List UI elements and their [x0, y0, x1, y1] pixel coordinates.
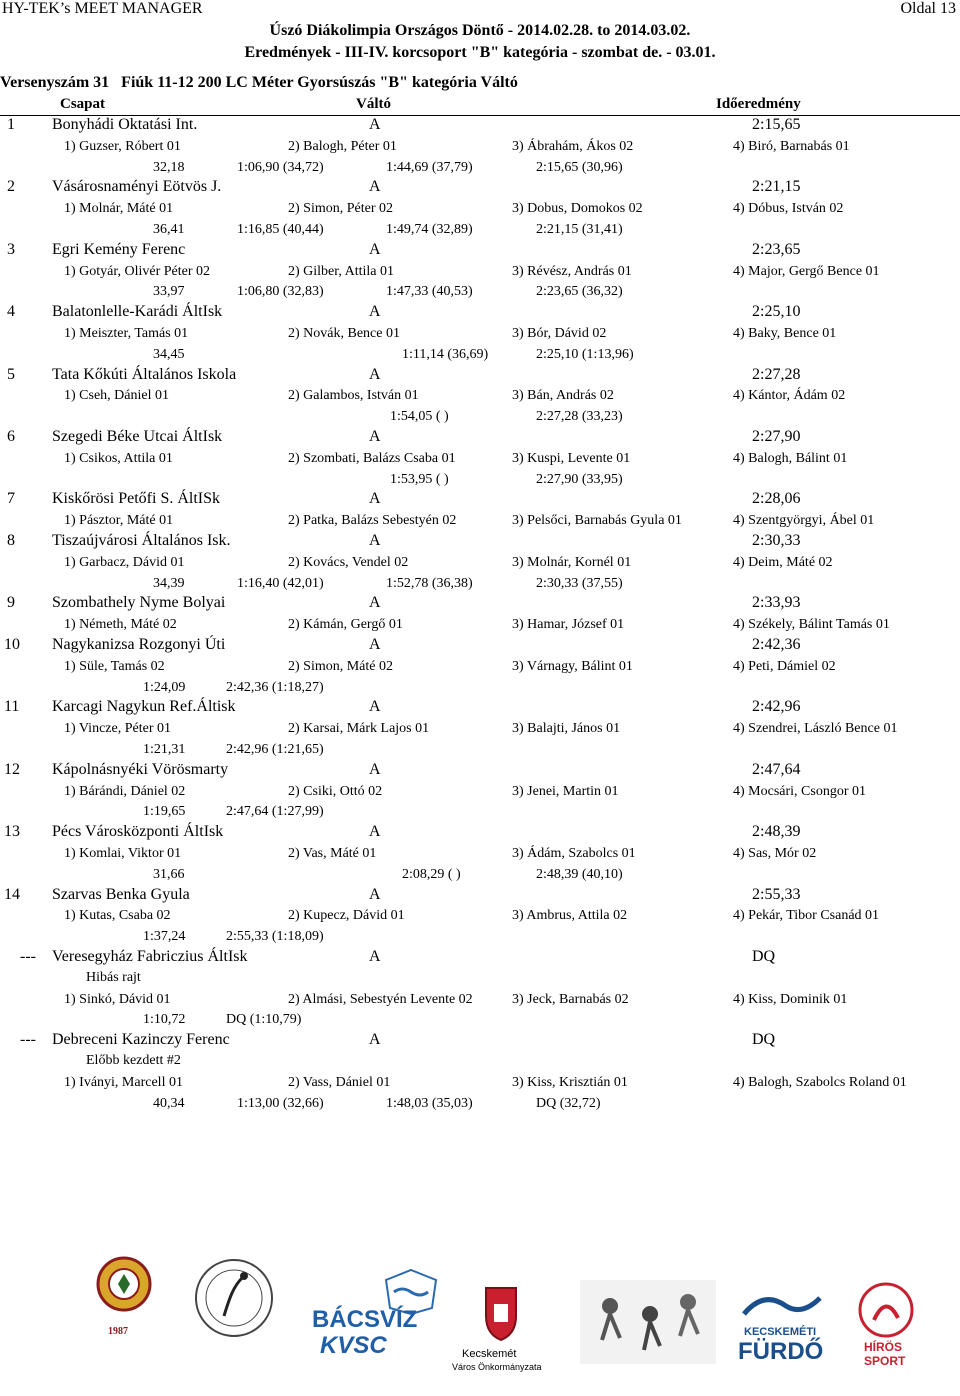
swimmer-name: 2) Gilber, Attila 01 — [288, 263, 394, 279]
result-time: 2:15,65 — [752, 116, 801, 133]
swimmer-name: 1) Cseh, Dániel 01 — [64, 388, 169, 404]
result-time: DQ — [752, 1031, 776, 1049]
swimmer-name: 3) Jenei, Martin 01 — [512, 783, 619, 799]
column-header-relay: Váltó — [356, 96, 391, 112]
swimmer-name: 1) Csikos, Attila 01 — [64, 450, 173, 466]
split-time: 1:19,65 — [143, 804, 186, 820]
swimmer-name: 3) Ádám, Szabolcs 01 — [512, 846, 636, 861]
event-title: Versenyszám 31 Fiúk 11-12 200 LC Méter Gyorsúszás "B" kategória Váltó — [0, 74, 518, 91]
relay-letter: A — [369, 885, 381, 903]
split-time: 1:21,31 — [143, 742, 186, 757]
result-place: 12 — [4, 760, 20, 778]
split-time: 1:11,14 (36,69) — [402, 346, 489, 362]
split-time: 1:44,69 (37,79) — [386, 159, 473, 175]
swimmer-name: 1) Komlai, Viktor 01 — [64, 846, 182, 861]
page-number: Oldal 13 — [900, 0, 956, 17]
relay-letter: A — [369, 760, 381, 778]
swimmer-name: 3) Kuspi, Levente 01 — [512, 450, 631, 466]
split-time: 2:27,28 (33,23) — [536, 409, 623, 425]
swimmer-name: 2) Karsai, Márk Lajos 01 — [288, 721, 430, 737]
team-name: Kápolnásnyéki Vörösmarty — [52, 760, 229, 778]
swimmer-name: 2) Szombati, Balázs Csaba 01 — [288, 450, 456, 466]
swimmer-name: 1) Németh, Máté 02 — [64, 617, 177, 633]
result-time: DQ — [752, 948, 776, 965]
split-time: 31,66 — [153, 866, 185, 882]
swimmer-name: 3) Balajti, János 01 — [512, 721, 621, 737]
result-time: 2:33,93 — [752, 594, 801, 612]
split-time: 2:48,39 (40,10) — [536, 866, 623, 882]
emblem-year: 1987 — [108, 1326, 128, 1337]
split-time: DQ (1:10,79) — [226, 1012, 302, 1028]
swimmer-name: 3) Dobus, Domokos 02 — [512, 201, 643, 217]
result-time: 2:42,36 — [752, 636, 801, 653]
meet-title: Úszó Diákolimpia Országos Döntő - 2014.02.28. to 2014.03.02. — [269, 22, 691, 39]
split-time: 1:10,72 — [143, 1012, 186, 1028]
swimmer-name: 3) Ábrahám, Ákos 02 — [512, 138, 634, 154]
split-time: 33,97 — [153, 284, 185, 300]
split-time: 1:16,85 (40,44) — [237, 222, 324, 237]
result-place: 14 — [4, 885, 20, 903]
swimmer-name: 1) Sinkó, Dávid 01 — [64, 991, 171, 1007]
split-time: 1:48,03 (35,03) — [386, 1095, 473, 1111]
team-name: Vásárosnaményi Eötvös J. — [52, 178, 222, 196]
team-name: Bonyhádi Oktatási Int. — [52, 116, 198, 133]
team-name: Balatonlelle-Karádi ÁltIsk — [52, 303, 223, 321]
swimmer-name: 1) Molnár, Máté 01 — [64, 201, 174, 217]
split-time: 2:15,65 (30,96) — [536, 159, 623, 175]
result-place: 1 — [7, 116, 15, 133]
split-time: 1:37,24 — [143, 929, 186, 945]
relay-letter: A — [369, 948, 381, 965]
result-place: --- — [20, 948, 36, 965]
swimmer-name: 2) Kámán, Gergő 01 — [288, 617, 403, 633]
result-time: 2:55,33 — [752, 885, 801, 903]
swimmer-name: 1) Vincze, Péter 01 — [64, 721, 171, 737]
relay-letter: A — [369, 240, 381, 258]
swimmer-name: 4) Székely, Bálint Tamás 01 — [733, 617, 890, 633]
team-name: Szegedi Béke Utcai ÁltIsk — [52, 428, 223, 445]
relay-letter: A — [369, 490, 381, 508]
result-place: --- — [20, 1031, 36, 1049]
relay-letter: A — [369, 532, 381, 549]
split-time: 2:47,64 (1:27,99) — [226, 804, 324, 820]
split-time: 1:24,09 — [143, 679, 186, 695]
relay-letter: A — [369, 636, 381, 653]
furdo-logo-text: FÜRDŐ — [738, 1338, 824, 1365]
team-name: Nagykanizsa Rozgonyi Úti — [52, 636, 226, 653]
swimmer-name: 4) Kántor, Ádám 02 — [733, 388, 846, 404]
swimmer-name: 1) Meiszter, Tamás 01 — [64, 326, 189, 341]
results-line: Eredmények - III-IV. korcsoport "B" kategória - szombat de. - 03.01. — [244, 44, 716, 61]
team-name: Szarvas Benka Gyula — [52, 885, 190, 903]
swimmer-name: 2) Kupecz, Dávid 01 — [288, 908, 405, 924]
split-time: 34,39 — [153, 575, 185, 591]
result-place: 10 — [4, 636, 20, 653]
bacsviz-logo-text: BÁCSVÍZ — [312, 1306, 418, 1333]
result-time: 2:25,10 — [752, 303, 801, 321]
result-time: 2:21,15 — [752, 178, 801, 196]
swimmer-name: 3) Molnár, Kornél 01 — [512, 554, 632, 570]
swimmer-name: 4) Peti, Dámiel 02 — [733, 658, 836, 674]
swimmer-name: 3) Hamar, József 01 — [512, 617, 625, 633]
swimmer-name: 4) Sas, Mór 02 — [733, 846, 817, 861]
split-time: 2:21,15 (31,41) — [536, 222, 623, 237]
relay-letter: A — [369, 428, 381, 445]
swimmer-name: 1) Süle, Tamás 02 — [64, 658, 165, 674]
swimmer-name: 3) Jeck, Barnabás 02 — [512, 991, 629, 1007]
swimmer-name: 2) Patka, Balázs Sebestyén 02 — [288, 513, 457, 529]
swimmer-name: 1) Bárándi, Dániel 02 — [64, 783, 186, 799]
result-time: 2:23,65 — [752, 240, 801, 258]
team-name: Veresegyház Fabriczius ÁltIsk — [52, 948, 248, 965]
swimmer-name: 2) Csiki, Ottó 02 — [288, 783, 383, 799]
result-place: 2 — [7, 178, 15, 196]
swimmer-name: 3) Bán, András 02 — [512, 388, 614, 404]
split-time: 2:55,33 (1:18,09) — [226, 929, 324, 945]
swimmer-name: 4) Baky, Bence 01 — [733, 326, 837, 341]
split-time: 2:30,33 (37,55) — [536, 575, 623, 591]
split-time: 2:27,90 (33,95) — [536, 471, 623, 487]
result-time: 2:27,90 — [752, 428, 801, 445]
sponsor-logos — [0, 1252, 960, 1396]
kecskemet-subtitle: Város Önkormányzata — [452, 1362, 542, 1372]
team-name: Szombathely Nyme Bolyai — [52, 594, 226, 612]
swimmers-photo — [580, 1280, 716, 1364]
split-time: 36,41 — [153, 222, 185, 237]
swimmer-name: 2) Simon, Péter 02 — [288, 201, 393, 217]
column-header-time: Időeredmény — [716, 96, 801, 112]
kecskemet-crest-logo — [482, 1282, 520, 1342]
relay-letter: A — [369, 365, 381, 383]
team-name: Tata Kőkúti Általános Iskola — [52, 365, 237, 383]
relay-letter: A — [369, 178, 381, 196]
split-time: 2:25,10 (1:13,96) — [536, 346, 634, 362]
result-place: 11 — [4, 698, 20, 716]
kecskemet-name: Kecskemét — [462, 1348, 517, 1360]
swimmer-name: 2) Vas, Máté 01 — [288, 846, 377, 861]
split-time: 32,18 — [153, 159, 185, 175]
swimmer-name: 1) Kutas, Csaba 02 — [64, 908, 171, 924]
result-place: 8 — [7, 532, 15, 549]
team-name: Karcagi Nagykun Ref.Áltisk — [52, 698, 236, 716]
split-time: 1:47,33 (40,53) — [386, 284, 473, 300]
furdo-wave-icon — [736, 1284, 826, 1324]
split-time: 1:49,74 (32,89) — [386, 222, 473, 237]
swimmer-name: 1) Pásztor, Máté 01 — [64, 513, 174, 529]
split-time: 1:52,78 (36,38) — [386, 575, 473, 591]
result-note: Hibás rajt — [86, 969, 141, 985]
team-name: Kiskőrösi Petőfi S. ÁltISk — [52, 490, 221, 508]
result-time: 2:42,96 — [752, 698, 801, 716]
split-time: 1:06,80 (32,83) — [237, 284, 324, 300]
result-time: 2:30,33 — [752, 532, 801, 549]
swimmer-name: 4) Mocsári, Csongor 01 — [733, 783, 866, 799]
result-note: Előbb kezdett #2 — [86, 1053, 181, 1068]
diaksport-tanacs-logo — [190, 1256, 278, 1340]
relay-letter: A — [369, 303, 381, 321]
swimmer-name: 2) Vass, Dániel 01 — [288, 1074, 391, 1090]
swimmer-name: 3) Várnagy, Bálint 01 — [512, 658, 633, 674]
swimmer-name: 1) Guzser, Róbert 01 — [64, 138, 181, 154]
relay-letter: A — [369, 594, 381, 612]
swimmer-name: 2) Almási, Sebestyén Levente 02 — [288, 991, 473, 1007]
relay-letter: A — [369, 116, 381, 133]
swimmer-name: 4) Szendrei, László Bence 01 — [733, 721, 898, 737]
relay-letter: A — [369, 823, 381, 841]
swimmer-name: 3) Bór, Dávid 02 — [512, 326, 607, 341]
furdo-subtitle: KECSKEMÉTI — [744, 1326, 817, 1338]
swimmer-name: 4) Kiss, Dominik 01 — [733, 991, 848, 1007]
hiros-logo-text-1: HÍRÖS — [864, 1340, 903, 1354]
kvsc-logo-text: KVSC — [320, 1332, 387, 1359]
split-time: 1:13,00 (32,66) — [237, 1095, 324, 1111]
swimmer-name: 2) Novák, Bence 01 — [288, 326, 400, 341]
swimmer-name: 3) Ambrus, Attila 02 — [512, 908, 628, 924]
result-place: 9 — [7, 594, 15, 612]
split-time: 2:23,65 (36,32) — [536, 284, 623, 300]
split-time: 1:06,90 (34,72) — [237, 159, 324, 175]
swimmer-name: 4) Dóbus, István 02 — [733, 201, 844, 217]
team-name: Pécs Városközponti ÁltIsk — [52, 823, 224, 841]
result-time: 2:47,64 — [752, 760, 801, 778]
swimmer-name: 4) Major, Gergő Bence 01 — [733, 263, 880, 279]
split-time: 40,34 — [153, 1095, 185, 1111]
split-time: 1:54,05 ( ) — [390, 409, 449, 425]
result-place: 5 — [7, 365, 15, 383]
swimmer-name: 4) Szentgyörgyi, Ábel 01 — [733, 513, 875, 529]
result-place: 4 — [7, 303, 15, 321]
swimmer-name: 4) Biró, Barnabás 01 — [733, 138, 850, 154]
swimmer-name: 2) Balogh, Péter 01 — [288, 138, 397, 154]
swimmer-name: 4) Deim, Máté 02 — [733, 554, 833, 570]
swimmer-name: 3) Pelsőci, Barnabás Gyula 01 — [512, 513, 682, 529]
swimmer-name: 4) Balogh, Szabolcs Roland 01 — [733, 1074, 907, 1090]
swimmer-name: 1) Iványi, Marcell 01 — [64, 1074, 183, 1090]
hiros-logo-text-2: SPORT — [864, 1354, 906, 1368]
split-time: 1:53,95 ( ) — [390, 471, 449, 487]
result-place: 3 — [7, 240, 15, 258]
school-emblem-logo — [94, 1252, 154, 1322]
swimmer-name: 2) Kovács, Vendel 02 — [288, 554, 409, 570]
result-time: 2:28,06 — [752, 490, 801, 508]
team-name: Tiszaújvárosi Általános Isk. — [52, 532, 231, 549]
split-time: 34,45 — [153, 346, 185, 362]
swimmer-name: 1) Garbacz, Dávid 01 — [64, 554, 185, 570]
swimmer-name: 2) Simon, Máté 02 — [288, 658, 393, 674]
result-place: 7 — [7, 490, 15, 508]
result-time: 2:48,39 — [752, 823, 801, 841]
result-place: 6 — [7, 428, 15, 445]
team-name: Debreceni Kazinczy Ferenc — [52, 1031, 230, 1049]
column-header-team: Csapat — [60, 96, 106, 112]
swimmer-name: 3) Révész, András 01 — [512, 263, 632, 279]
split-time: 2:42,96 (1:21,65) — [226, 742, 324, 757]
relay-letter: A — [369, 698, 381, 716]
split-time: 2:42,36 (1:18,27) — [226, 679, 324, 695]
swimmer-name: 2) Galambos, István 01 — [288, 388, 419, 404]
split-time: 1:16,40 (42,01) — [237, 575, 324, 591]
swimmer-name: 1) Gotyár, Olivér Péter 02 — [64, 263, 211, 279]
swimmer-name: 4) Pekár, Tibor Csanád 01 — [733, 908, 880, 924]
hiros-sport-icon — [856, 1282, 916, 1338]
swimmer-name: 3) Kiss, Krisztián 01 — [512, 1074, 628, 1090]
team-name: Egri Kemény Ferenc — [52, 240, 186, 258]
result-place: 13 — [4, 823, 20, 841]
software-name: HY-TEK’s MEET MANAGER — [2, 0, 203, 17]
swimmer-name: 4) Balogh, Bálint 01 — [733, 450, 848, 466]
result-time: 2:27,28 — [752, 365, 801, 383]
split-time: 2:08,29 ( ) — [402, 866, 461, 882]
relay-letter: A — [369, 1031, 381, 1049]
split-time: DQ (32,72) — [536, 1095, 601, 1111]
